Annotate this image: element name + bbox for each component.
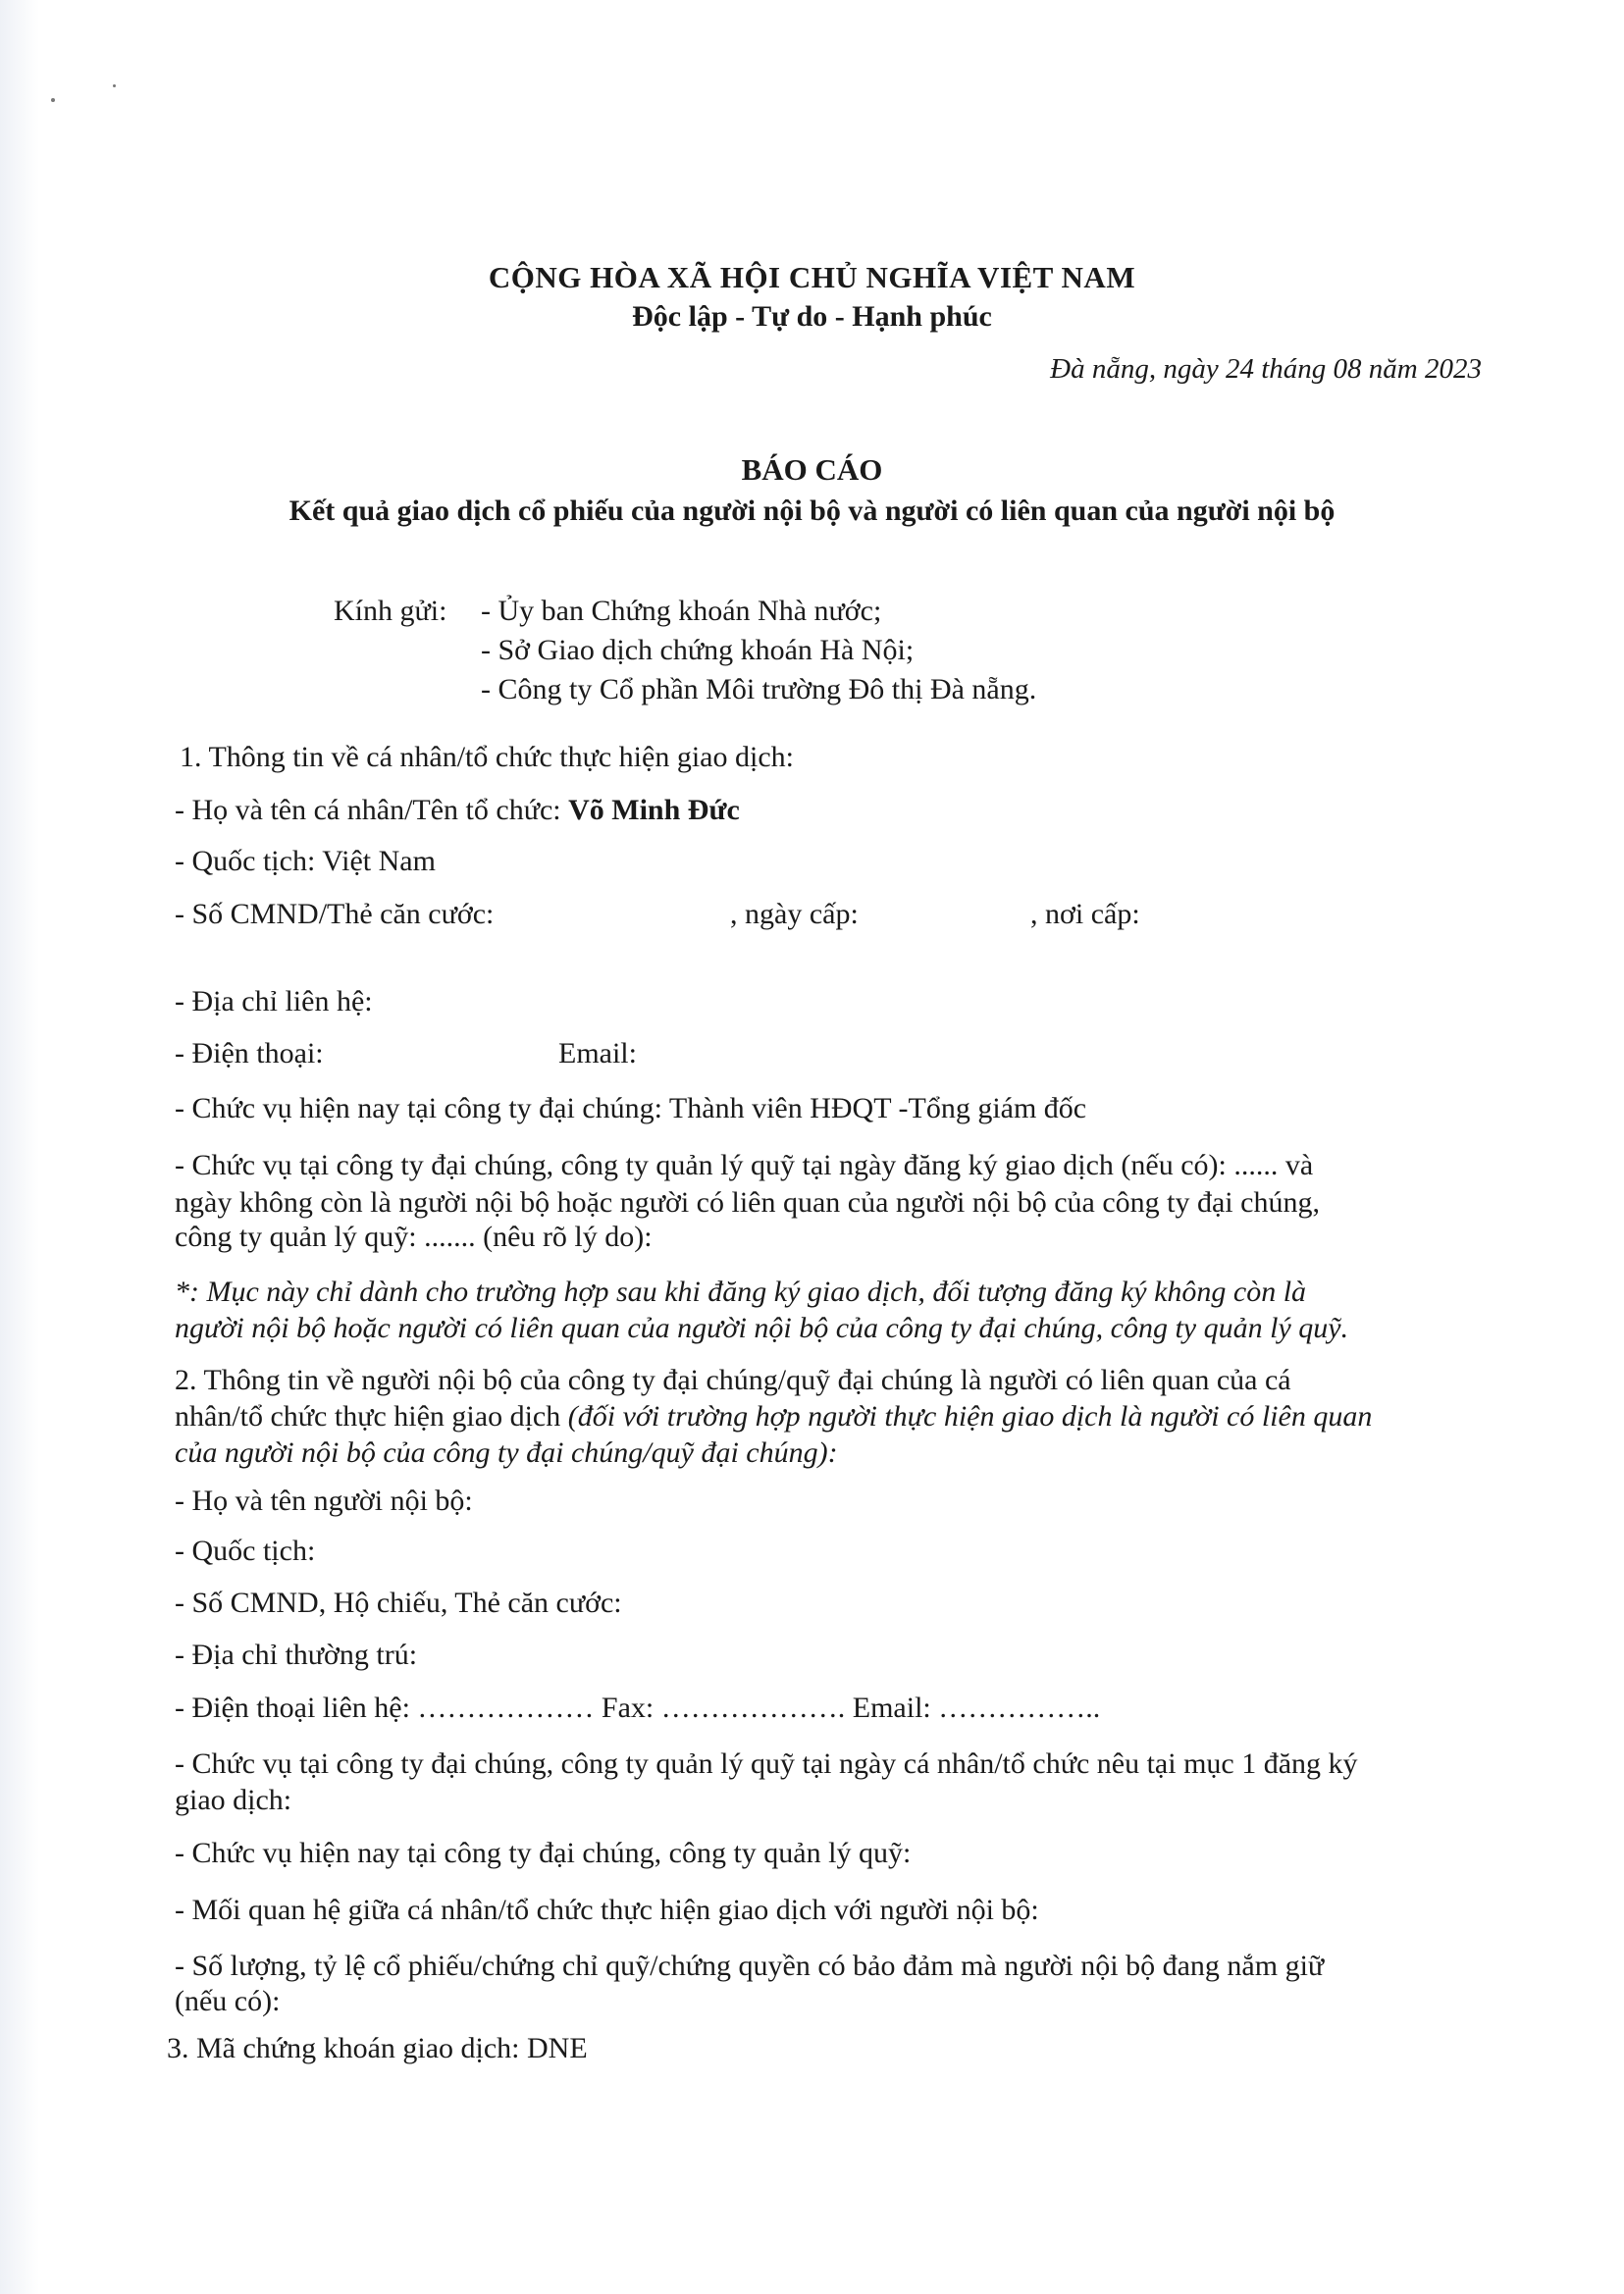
insider-id: - Số CMND, Hộ chiếu, Thẻ căn cước: [175, 1587, 622, 1619]
insider-position-registration-line1: - Chức vụ tại công ty đại chúng, công ty quản lý quỹ tại ngày cá nhân/tổ chức nêu tại mục 1 đăng ký [175, 1747, 1358, 1780]
position-at-registration-line1: - Chức vụ tại công ty đại chúng, công ty quản lý quỹ tại ngày đăng ký giao dịch (nếu có): ...... và [175, 1149, 1314, 1181]
scan-edge-shadow [0, 0, 39, 2294]
section1-heading: 1. Thông tin về cá nhân/tổ chức thực hiện giao dịch: [180, 741, 794, 773]
issue-place-label: , nơi cấp: [1030, 898, 1140, 930]
note-line2: người nội bộ hoặc người có liên quan của người nội bộ của công ty đại chúng, công ty quản lý quỹ. [175, 1312, 1349, 1344]
phone-label: - Điện thoại: [175, 1037, 324, 1069]
recipient-item: - Công ty Cổ phần Môi trường Đô thị Đà nẵng. [481, 673, 1037, 705]
nation-title: CỘNG HÒA XÃ HỘI CHỦ NGHĨA VIỆT NAM [488, 260, 1136, 294]
insider-address: - Địa chỉ thường trú: [175, 1639, 418, 1671]
issue-date-label: , ngày cấp: [730, 898, 859, 930]
current-position: - Chức vụ hiện nay tại công ty đại chúng: Thành viên HĐQT -Tổng giám đốc [175, 1092, 1087, 1124]
address-label: - Địa chỉ liên hệ: [175, 985, 373, 1017]
position-at-registration-line3: công ty quản lý quỹ: ....... (nêu rõ lý do): [175, 1221, 653, 1253]
insider-current-position: - Chức vụ hiện nay tại công ty đại chúng, công ty quản lý quỹ: [175, 1837, 912, 1869]
person-name-value: Võ Minh Đức [568, 794, 740, 826]
motto: Độc lập - Tự do - Hạnh phúc [632, 300, 992, 333]
nationality: - Quốc tịch: Việt Nam [175, 845, 436, 877]
section2-heading-line2 [175, 1399, 1372, 1434]
report-title: BÁO CÁO [741, 452, 883, 487]
scan-speck [51, 98, 55, 102]
scan-speck [113, 84, 116, 87]
position-at-registration-line2: ngày không còn là người nội bộ hoặc người có liên quan của người nội bộ của công ty đại chúng, [175, 1186, 1320, 1219]
report-subtitle: Kết quả giao dịch cổ phiếu của người nội bộ và người có liên quan của người nội bộ [288, 495, 1336, 527]
recipients-label: Kính gửi: [334, 595, 447, 627]
phone-email-row [175, 1036, 862, 1071]
section2-heading-line3: của người nội bộ của công ty đại chúng/quỹ đại chúng): [175, 1436, 838, 1469]
id-label: - Số CMND/Thẻ căn cước: [175, 898, 495, 930]
insider-relationship: - Mối quan hệ giữa cá nhân/tổ chức thực hiện giao dịch với người nội bộ: [175, 1894, 1039, 1926]
recipient-item: - Sở Giao dịch chứng khoán Hà Nội; [481, 634, 915, 666]
section2-heading-text: nhân/tổ chức thực hiện giao dịch [175, 1400, 568, 1433]
ticker-line: 3. Mã chứng khoán giao dịch: DNE [167, 2032, 588, 2064]
place-date: Đà nẵng, ngày 24 tháng 08 năm 2023 [1050, 353, 1482, 385]
email-label: Email: [558, 1037, 637, 1069]
person-name-label: - Họ và tên cá nhân/Tên tổ chức: [175, 794, 569, 826]
insider-holding-line1: - Số lượng, tỷ lệ cổ phiếu/chứng chỉ quỹ/chứng quyền có bảo đảm mà người nội bộ đang nắm giữ [175, 1950, 1325, 1982]
insider-nationality: - Quốc tịch: [175, 1535, 316, 1567]
insider-holding-line2: (nếu có): [175, 1985, 281, 2017]
insider-name: - Họ và tên người nội bộ: [175, 1485, 473, 1517]
section2-heading-note: (đối với trường hợp người thực hiện giao dịch là người có liên quan [567, 1400, 1373, 1433]
id-row [175, 897, 1450, 932]
section2-heading-line1: 2. Thông tin về người nội bộ của công ty đại chúng/quỹ đại chúng là người có liên quan của cá [175, 1364, 1291, 1396]
insider-position-registration-line2: giao dịch: [175, 1784, 292, 1816]
person-name-row [175, 793, 740, 828]
recipient-item: - Ủy ban Chứng khoán Nhà nước; [481, 595, 882, 627]
insider-contact: - Điện thoại liên hệ: ……………… Fax: ………………. Email: …………….. [175, 1692, 1101, 1724]
note-line1: *: Mục này chỉ dành cho trường hợp sau khi đăng ký giao dịch, đối tượng đăng ký không còn là [175, 1276, 1307, 1308]
